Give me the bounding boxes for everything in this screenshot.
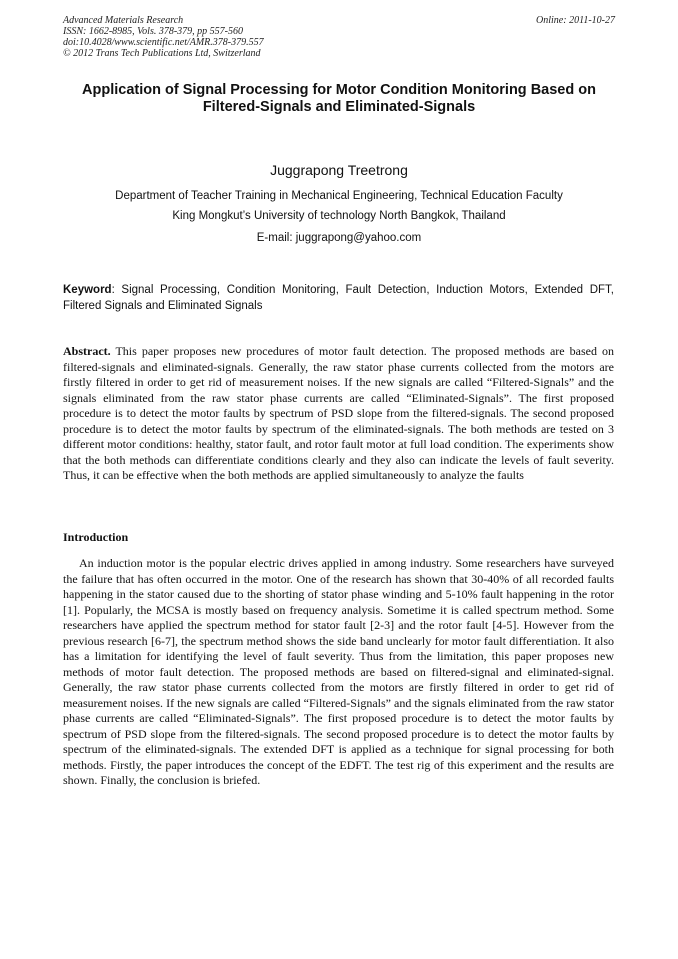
journal-name: Advanced Materials Research: [63, 15, 184, 26]
issn-line: ISSN: 1662-8985, Vols. 378-379, pp 557-560: [63, 26, 243, 37]
paper-title: Application of Signal Processing for Motor Condition Monitoring Based on Filtered-Signals and Eliminated-Signals: [82, 82, 596, 115]
affiliation-department: Department of Teacher Training in Mechanical Engineering, Technical Education Faculty: [115, 190, 563, 202]
abstract-label: Abstract.: [63, 344, 111, 358]
copyright-line: © 2012 Trans Tech Publications Ltd, Switzerland: [63, 48, 261, 59]
keyword-label: Keyword: [63, 284, 112, 296]
keywords: [63, 282, 614, 314]
abstract-text: This paper proposes new procedures of motor fault detection. The proposed methods are based on filtered-signals and eliminated-signals. Generally, the raw stator phase currents collected from the motors are firstly filtered in order to get rid of measurement noises. If the new signals are called “Filtered-Signals” and the signals eliminated from the raw stator phase currents are called “Eliminated-Signals”. The first proposed procedure is to detect the motor faults by spectrum of PSD slope from the filtered-signals. The second proposed procedure is to detect the motor faults by spectrum of the eliminated-signals. The both methods are tested on 3 different motor conditions: healthy, stator fault, and rotor fault motor at full load condition. The experiments show that the both methods can differentiate conditions clearly and they also can indicate the levels of fault severity. Thus, it can be effective when the both methods are applied simultaneously to analyze the faults: [63, 344, 614, 482]
introduction-paragraph: An induction motor is the popular electric drives applied in among industry. Some researchers have surveyed the failure that has often occurred in the motor. One of the research has shown that 30-40% of all recorded faults happening in the stator caused due to the shorting of stator phase winding and 5-10% fault happening in the rotor [1]. Popularly, the MCSA is mostly based on frequency analysis. Sometime it is called spectrum method. Some researchers have applied the spectrum method for stator fault [2-3] and the rotor fault [4-5]. However from the previous research [6-7], the spectrum method shows the side band unclearly for motor fault differentiation. It also has a limitation for identifying the level of fault severity. Thus from the limitation, this paper proposes new methods of motor fault detection. The proposed methods are based on filtered-signal and eliminated-signal. Generally, the raw stator phase currents collected from the motors are firstly filtered in order to get rid of measurement noises. If the new signals are called “Filtered-Signals” and the signals eliminated from the raw stator phase currents are called “Eliminated-Signals”. The first proposed procedure is to detect the motor faults by spectrum of PSD slope from the filtered-signals. The second proposed procedure is to detect the motor faults by spectrum of the eliminated-signals. The extended DFT is applied as a technique for signal processing for both methods. Firstly, the paper introduces the concept of the EDFT. The test rig of this experiment and the results are shown. Finally, the conclusion is briefed.: [63, 556, 614, 787]
doi-line: doi:10.4028/www.scientific.net/AMR.378-379.557: [63, 37, 264, 48]
section-heading-introduction: Introduction: [63, 530, 129, 544]
online-date: Online: 2011-10-27: [536, 15, 615, 26]
author-email: E-mail: juggrapong@yahoo.com: [256, 232, 422, 244]
abstract: [63, 344, 614, 484]
journal-header: [63, 15, 264, 59]
author-name: Juggrapong Treetrong: [270, 162, 408, 178]
keyword-text: : Signal Processing, Condition Monitoring, Fault Detection, Induction Motors, Extended DFT, Filtered Signals and Eliminated Signals: [63, 284, 614, 312]
affiliation-university: King Mongkut’s University of technology North Bangkok, Thailand: [172, 210, 506, 222]
